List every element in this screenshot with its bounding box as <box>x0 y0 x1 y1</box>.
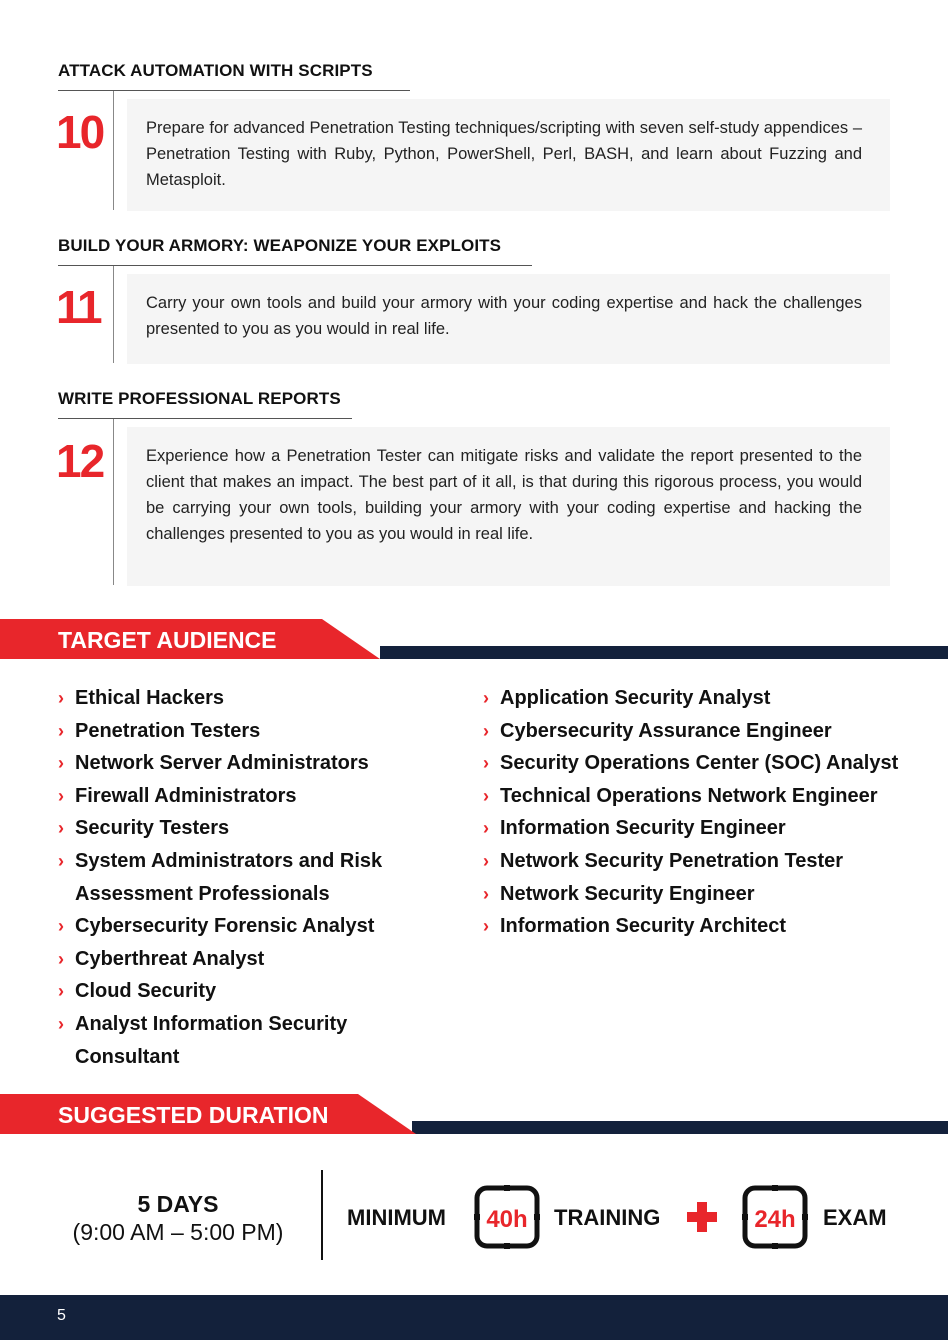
plus-icon <box>687 1202 717 1232</box>
list-item: › Firewall Administrators <box>58 780 438 813</box>
chevron-right-icon: › <box>58 688 64 708</box>
module-11-description: Carry your own tools and build your armory with your coding expertise and hack the challenges presented to you as you would in real life. <box>127 274 890 364</box>
list-item: › Cyberthreat Analyst <box>58 943 438 976</box>
module-12-number: 12 <box>56 435 104 487</box>
target-audience-heading: TARGET AUDIENCE <box>58 627 277 653</box>
list-item: › Network Security Penetration Tester <box>483 845 903 878</box>
module-11-underline <box>58 265 532 266</box>
list-item: › System Administrators and Risk Assessment Professionals <box>58 845 438 910</box>
training-label: TRAINING <box>554 1205 661 1230</box>
chevron-right-icon: › <box>483 753 489 774</box>
module-11-number: 11 <box>56 281 101 333</box>
chevron-right-icon: › <box>483 818 489 839</box>
list-item: › Application Security Analyst <box>483 682 903 715</box>
list-item: › Information Security Architect <box>483 910 903 943</box>
module-12-description: Experience how a Penetration Tester can mitigate risks and validate the report presented to the client that makes an impact. The best part of it all, is that during this rigorous process, you would be carrying your own tools, building your armory with your coding expertise and hacking the challenges presented to you as you would in real life. <box>127 427 890 586</box>
module-10-description: Prepare for advanced Penetration Testing techniques/scripting with seven self-study appendices – Penetration Testing with Ruby, Python, PowerShell, Perl, BASH, and learn about Fuzzing and Metasploit. <box>127 99 890 211</box>
list-item: › Technical Operations Network Engineer <box>483 780 903 813</box>
chevron-right-icon: › <box>483 916 489 937</box>
list-item: › Network Server Administrators <box>58 747 438 780</box>
list-item: › Network Security Engineer <box>483 878 903 911</box>
banner-navy-stripe <box>380 646 948 659</box>
module-10-number: 10 <box>56 106 104 158</box>
chevron-right-icon: › <box>483 883 489 904</box>
list-item: › Penetration Testers <box>58 715 438 748</box>
training-hours: 40h <box>486 1206 528 1233</box>
chevron-right-icon: › <box>483 785 489 806</box>
chevron-right-icon: › <box>58 818 64 839</box>
audience-list-left <box>58 682 438 1073</box>
chevron-right-icon: › <box>58 948 64 969</box>
chevron-right-icon: › <box>58 1013 64 1034</box>
page-footer <box>0 1295 948 1340</box>
target-audience-banner <box>0 619 948 661</box>
duration-hours: (9:00 AM – 5:00 PM) <box>72 1219 284 1245</box>
page-number: 5 <box>57 1307 66 1324</box>
module-11-divider <box>113 266 114 363</box>
chevron-right-icon: › <box>483 688 489 708</box>
banner-navy-stripe <box>412 1121 948 1134</box>
list-item: › Security Testers <box>58 812 438 845</box>
chevron-right-icon: › <box>483 720 489 741</box>
chevron-right-icon: › <box>58 753 64 774</box>
list-item: › Cybersecurity Forensic Analyst <box>58 910 438 943</box>
exam-label: EXAM <box>823 1205 887 1230</box>
training-clock-icon <box>474 1185 540 1249</box>
exam-clock-icon <box>742 1185 808 1249</box>
chevron-right-icon: › <box>58 785 64 806</box>
module-10-underline <box>58 90 410 91</box>
exam-hours: 24h <box>754 1206 796 1233</box>
list-item: › Ethical Hackers <box>58 682 438 715</box>
module-12-underline <box>58 418 352 419</box>
duration-divider <box>321 1170 323 1260</box>
module-11-title: BUILD YOUR ARMORY: WEAPONIZE YOUR EXPLOITS <box>58 236 502 255</box>
chevron-right-icon: › <box>483 850 489 871</box>
chevron-right-icon: › <box>58 916 64 937</box>
suggested-duration-heading: SUGGESTED DURATION <box>58 1102 329 1128</box>
suggested-duration-banner <box>0 1094 948 1136</box>
duration-days: 5 DAYS <box>137 1191 219 1217</box>
list-item: › Analyst Information Security Consultant <box>58 1008 438 1073</box>
module-12-title: WRITE PROFESSIONAL REPORTS <box>58 389 341 408</box>
module-12-divider <box>113 419 114 585</box>
module-10-title: ATTACK AUTOMATION WITH SCRIPTS <box>58 61 373 80</box>
chevron-right-icon: › <box>58 850 64 871</box>
list-item: › Information Security Engineer <box>483 812 903 845</box>
chevron-right-icon: › <box>58 720 64 741</box>
list-item: › Cloud Security <box>58 975 438 1008</box>
chevron-right-icon: › <box>58 981 64 1002</box>
minimum-label: MINIMUM <box>347 1205 446 1230</box>
audience-list-right <box>483 682 903 943</box>
duration-days-block <box>58 1190 298 1246</box>
list-item: › Security Operations Center (SOC) Analyst <box>483 747 903 780</box>
module-10-divider <box>113 91 114 210</box>
list-item: › Cybersecurity Assurance Engineer <box>483 715 903 748</box>
